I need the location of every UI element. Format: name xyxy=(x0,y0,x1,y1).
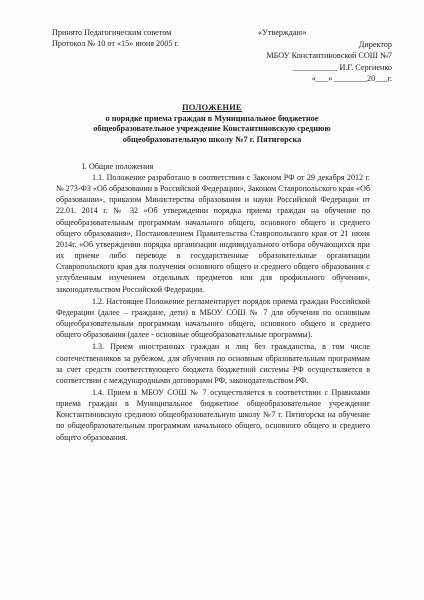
approval-date: «___» ________20___г. xyxy=(311,74,392,83)
header-protocol-line: Протокол № 10 от «15» июня 2005 г. xyxy=(52,39,179,48)
document-title xyxy=(60,103,364,145)
approval-position: Директор xyxy=(358,39,392,49)
header-adopted-block xyxy=(52,27,179,49)
paragraph-1-4: 1.4. Прием в МБОУ СОШ № 7 осуществляется в соответствии с Правилами приема граждан в Муниципальное бюджетное общеобразовательное учреждение Константиновскую среднюю общеобразовательную школу №7 г. Пятигорска на обучение по общеобразовательным программам начального общего, основного общего и среднего общего образования. xyxy=(56,387,370,442)
section-heading: I. Общие положения xyxy=(82,162,154,171)
paragraph-1-1: 1.1. Положение разработано в соответствии с Законом РФ от 29 декабря 2012 г. № 273-ФЗ «Об образовании в Российской Федерации», Законом Ставропольского края «Об образовании», приказом Министерства образования и науки Российской Федерации от 22.01. 2014 г. № 32 «Об утверждении порядка приема граждан на обучение по общеобразовательным программам начального общего, основного общего и среднего общего образования», Постановлением Правительства Ставропольского края от 21 июня 2014г. «Об утверждении порядка организации индивидуального отбора обучающихся при их приеме либо переводе в государственные образовательные организации Ставропольского края для получения основного общего и среднего общего образования с углубленным изучением отдельных предметов или для профильного обучения», законодательством Российской Федерации. xyxy=(56,173,370,294)
paragraph-1-2: 1.2. Настоящее Положение регламентирует порядок приема граждан Российской Федерации (далее – граждане, дети) в МБОУ СОШ № 7 для обучения по основным общеобразовательным программам начального общего, основного общего и среднего общего образования (далее - основные общеобразовательные программы). xyxy=(56,296,370,340)
title-line: о порядке приема граждан в Муниципальное бюджетное xyxy=(105,113,319,123)
header-adopted-line: Принято Педагогическим советом xyxy=(52,28,172,37)
approval-school: МБОУ Константиновской СОШ №7 xyxy=(266,51,392,60)
header-approval-block xyxy=(232,27,392,85)
title-line: общеобразовательное учреждение Константиновскую среднюю xyxy=(93,124,331,134)
title-main: ПОЛОЖЕНИЕ xyxy=(182,103,242,112)
document-body xyxy=(56,172,370,443)
paragraph-1-3: 1.3. Прием иностранных граждан и лиц без гражданства, в том числе соотечественников за рубежом, для обучения по основным образовательным программам за счет средств соответствующего бюджета бюджетной системы РФ осуществляется в соответствии с международными договорами РФ, законодательством РФ. xyxy=(56,342,370,385)
approval-signature: ___________ И.Г. Сергиенко xyxy=(292,62,392,72)
approval-title: «Утверждаю» xyxy=(258,28,307,37)
title-line: общеобразовательную школу №7 г. Пятигорска xyxy=(122,134,302,144)
